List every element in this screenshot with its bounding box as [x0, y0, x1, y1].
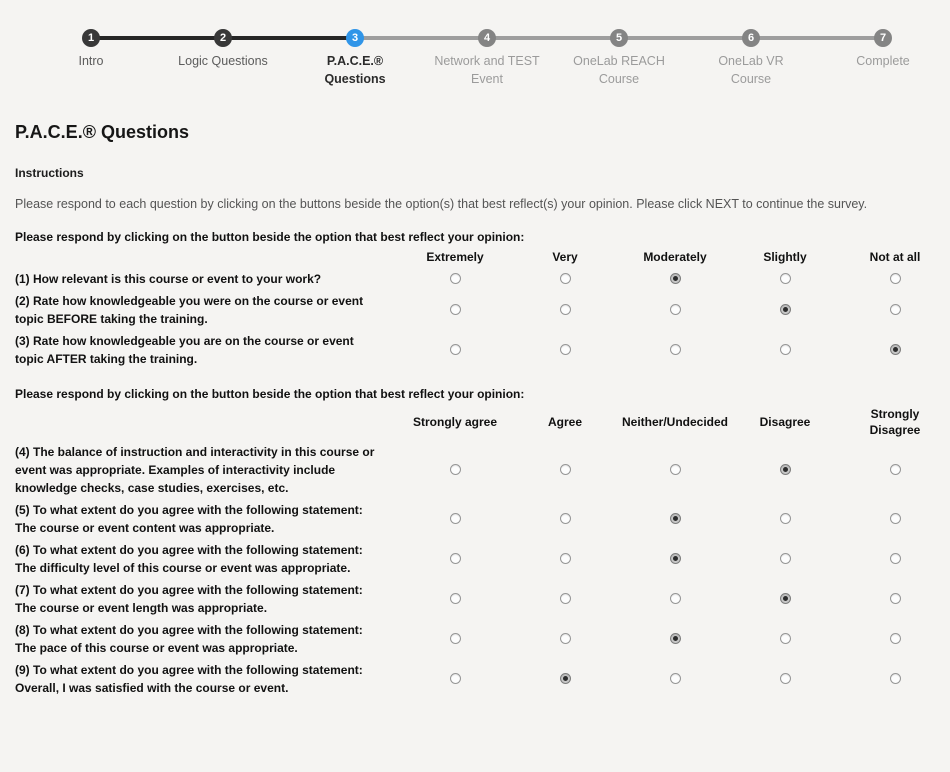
option-cell — [620, 499, 730, 539]
option-cell — [510, 659, 620, 699]
step-circle-7[interactable]: 7 — [874, 29, 892, 47]
option-cell — [400, 539, 510, 579]
step-circle-1[interactable]: 1 — [82, 29, 100, 47]
option-header — [400, 245, 510, 268]
option-cell — [730, 579, 840, 619]
option-cell — [510, 268, 620, 290]
option-cell — [400, 499, 510, 539]
question-row — [15, 659, 950, 699]
radio-unselected[interactable] — [890, 273, 901, 284]
option-cell — [840, 330, 950, 370]
matrix-agree-disagree — [15, 387, 950, 699]
option-cell — [840, 268, 950, 290]
option-cell — [400, 290, 510, 330]
option-cell — [510, 619, 620, 659]
step-label-7: Complete — [856, 54, 910, 68]
radio-unselected[interactable] — [450, 553, 461, 564]
question-text: (9) To what extent do you agree with the following statement: Overall, I was satisfied with the course or event. — [15, 663, 363, 695]
step-label-5: OneLab REACH Course — [573, 54, 665, 86]
option-cell — [840, 619, 950, 659]
radio-unselected[interactable] — [560, 633, 571, 644]
option-header — [730, 245, 840, 268]
question-row — [15, 619, 950, 659]
option-cell — [620, 619, 730, 659]
survey-content — [0, 122, 950, 699]
matrix-prompt: Please respond by clicking on the button beside the option that best reflect your opinion: — [15, 230, 525, 244]
radio-unselected[interactable] — [560, 593, 571, 604]
option-cell — [840, 579, 950, 619]
option-header — [400, 402, 510, 441]
stepper-connector — [363, 36, 479, 40]
option-cell — [510, 290, 620, 330]
option-cell — [730, 441, 840, 499]
question-text: (3) Rate how knowledgeable you are on the course or event topic AFTER taking the training. — [15, 334, 354, 366]
page-title: P.A.C.E.® Questions — [15, 122, 189, 142]
stepper-step-7 — [817, 29, 949, 88]
radio-unselected[interactable] — [890, 553, 901, 564]
option-cell — [840, 659, 950, 699]
matrix-prompt: Please respond by clicking on the button beside the option that best reflect your opinion: — [15, 387, 525, 401]
instructions-heading: Instructions — [15, 166, 84, 180]
step-label-2: Logic Questions — [178, 54, 268, 68]
option-cell — [400, 441, 510, 499]
question-text: (2) Rate how knowledgeable you were on the course or event topic BEFORE taking the training. — [15, 294, 364, 326]
option-cell — [730, 290, 840, 330]
radio-unselected[interactable] — [780, 673, 791, 684]
question-text: (1) How relevant is this course or event to your work? — [15, 272, 322, 286]
radio-selected[interactable] — [780, 464, 791, 475]
option-cell — [840, 539, 950, 579]
step-circle-6[interactable]: 6 — [742, 29, 760, 47]
option-cell — [510, 499, 620, 539]
radio-unselected[interactable] — [560, 344, 571, 355]
matrix-table — [15, 402, 950, 699]
question-text: (7) To what extent do you agree with the following statement: The course or event length was appropriate. — [15, 583, 363, 615]
option-cell — [510, 539, 620, 579]
radio-unselected[interactable] — [560, 304, 571, 315]
radio-unselected[interactable] — [890, 464, 901, 475]
radio-selected[interactable] — [670, 273, 681, 284]
matrix-extremely-notatall — [15, 230, 950, 370]
option-header — [510, 245, 620, 268]
radio-unselected[interactable] — [560, 273, 571, 284]
option-header — [730, 402, 840, 441]
option-cell — [400, 619, 510, 659]
question-row — [15, 290, 950, 330]
radio-unselected[interactable] — [780, 344, 791, 355]
question-text: (5) To what extent do you agree with the following statement: The course or event content was appropriate. — [15, 503, 363, 535]
matrix-corner-cell — [15, 245, 400, 268]
option-header-label: Strongly Disagree — [869, 407, 921, 437]
option-cell — [730, 330, 840, 370]
question-row — [15, 441, 950, 499]
question-text: (6) To what extent do you agree with the following statement: The difficulty level of this course or event was appropriate. — [15, 543, 363, 575]
option-cell — [620, 330, 730, 370]
option-header-label: Disagree — [759, 415, 811, 429]
matrix-table — [15, 245, 950, 370]
question-text: (8) To what extent do you agree with the following statement: The pace of this course or event was appropriate. — [15, 623, 363, 655]
radio-selected[interactable] — [560, 673, 571, 684]
step-label-3: P.A.C.E.® Questions — [324, 54, 386, 86]
option-header-label: Strongly agree — [412, 415, 498, 429]
option-header-label: Very — [552, 250, 578, 264]
option-header — [840, 402, 950, 441]
option-header-label: Agree — [547, 415, 582, 429]
instructions-text: Please respond to each question by clicking on the buttons beside the option(s) that best reflect(s) your opinion. Please click NEXT to continue the survey. — [15, 197, 868, 211]
radio-unselected[interactable] — [450, 673, 461, 684]
radio-unselected[interactable] — [670, 344, 681, 355]
question-row — [15, 499, 950, 539]
radio-selected[interactable] — [890, 344, 901, 355]
radio-unselected[interactable] — [450, 513, 461, 524]
radio-selected[interactable] — [780, 304, 791, 315]
radio-unselected[interactable] — [780, 553, 791, 564]
stepper-connector — [627, 36, 743, 40]
step-label-4: Network and TEST Event — [434, 54, 540, 86]
matrix-corner-cell — [15, 402, 400, 441]
radio-selected[interactable] — [670, 513, 681, 524]
option-cell — [620, 441, 730, 499]
option-cell — [400, 268, 510, 290]
radio-unselected[interactable] — [560, 553, 571, 564]
question-text: (4) The balance of instruction and interactivity in this course or event was appropriate. Examples of interactivity include knowledge checks, case studies, exercises, etc. — [15, 445, 375, 495]
radio-unselected[interactable] — [450, 633, 461, 644]
question-row — [15, 539, 950, 579]
option-header-label: Moderately — [643, 250, 707, 264]
option-cell — [510, 579, 620, 619]
option-header-label: Slightly — [763, 250, 807, 264]
radio-unselected[interactable] — [670, 673, 681, 684]
radio-selected[interactable] — [780, 593, 791, 604]
progress-stepper — [0, 0, 950, 88]
stepper-connector — [495, 36, 611, 40]
radio-unselected[interactable] — [450, 273, 461, 284]
radio-selected[interactable] — [670, 633, 681, 644]
radio-unselected[interactable] — [780, 633, 791, 644]
option-cell — [730, 539, 840, 579]
radio-unselected[interactable] — [890, 593, 901, 604]
radio-unselected[interactable] — [890, 673, 901, 684]
radio-unselected[interactable] — [890, 513, 901, 524]
option-cell — [730, 268, 840, 290]
option-header — [840, 245, 950, 268]
step-circle-2[interactable]: 2 — [214, 29, 232, 47]
stepper-connector — [759, 36, 875, 40]
option-cell — [730, 499, 840, 539]
option-header-label: Neither/Undecided — [621, 415, 729, 429]
option-header — [620, 245, 730, 268]
radio-selected[interactable] — [670, 553, 681, 564]
radio-unselected[interactable] — [450, 304, 461, 315]
radio-unselected[interactable] — [450, 593, 461, 604]
question-row — [15, 268, 950, 290]
radio-unselected[interactable] — [780, 273, 791, 284]
radio-unselected[interactable] — [780, 513, 791, 524]
option-header — [620, 402, 730, 441]
option-header-label: Not at all — [869, 250, 921, 264]
option-cell — [730, 619, 840, 659]
radio-unselected[interactable] — [450, 464, 461, 475]
question-row — [15, 330, 950, 370]
option-cell — [620, 579, 730, 619]
radio-unselected[interactable] — [670, 593, 681, 604]
step-circle-5[interactable]: 5 — [610, 29, 628, 47]
radio-unselected[interactable] — [670, 304, 681, 315]
option-cell — [510, 441, 620, 499]
option-cell — [620, 290, 730, 330]
option-cell — [840, 290, 950, 330]
option-cell — [400, 659, 510, 699]
step-label-1: Intro — [78, 54, 104, 68]
option-cell — [840, 499, 950, 539]
option-cell — [400, 330, 510, 370]
option-cell — [510, 330, 620, 370]
question-row — [15, 579, 950, 619]
step-label-6: OneLab VR Course — [718, 54, 784, 86]
option-cell — [840, 441, 950, 499]
option-cell — [620, 659, 730, 699]
option-cell — [620, 539, 730, 579]
radio-unselected[interactable] — [560, 513, 571, 524]
radio-unselected[interactable] — [450, 344, 461, 355]
radio-unselected[interactable] — [560, 464, 571, 475]
option-cell — [400, 579, 510, 619]
radio-unselected[interactable] — [670, 464, 681, 475]
radio-unselected[interactable] — [890, 304, 901, 315]
step-circle-4[interactable]: 4 — [478, 29, 496, 47]
option-header — [510, 402, 620, 441]
stepper-connector — [231, 36, 347, 40]
stepper-connector — [99, 36, 215, 40]
option-cell — [730, 659, 840, 699]
step-circle-3[interactable]: 3 — [346, 29, 364, 47]
option-header-label: Extremely — [426, 250, 484, 264]
option-cell — [620, 268, 730, 290]
radio-unselected[interactable] — [890, 633, 901, 644]
